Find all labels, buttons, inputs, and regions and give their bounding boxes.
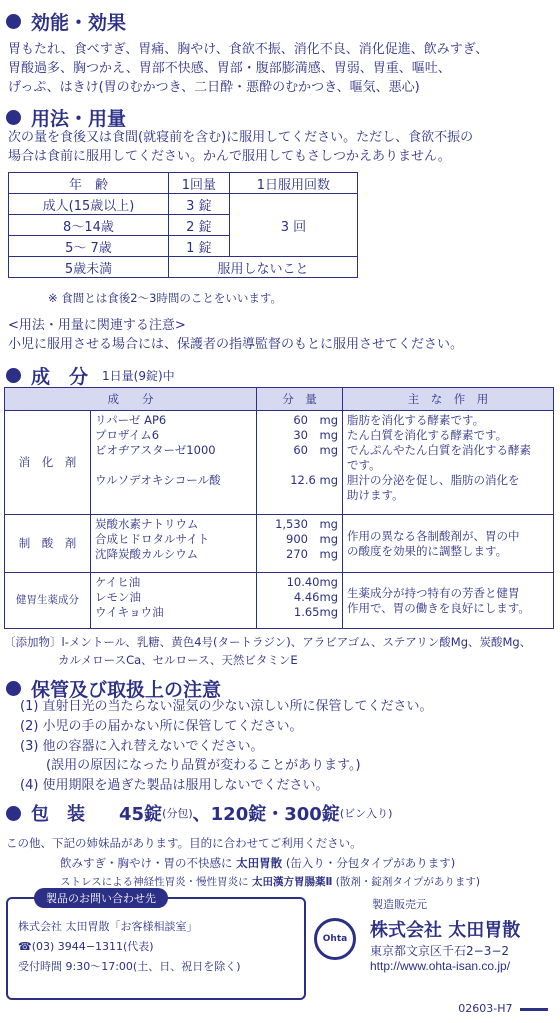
storage-item: (3) 他の容器に入れ替えないでください。 (20, 739, 264, 754)
additives-label: 〔添加物〕 (4, 635, 62, 649)
ingredient-name: ウルソデオキシコール酸 (95, 473, 221, 487)
storage-item: (1) 直射日光の当たらない湿気の少ない涼しい所に保管してください。 (20, 699, 433, 714)
sister-product-desc: 飲みすぎ・胸やけ・胃の不快感に (60, 856, 233, 870)
maker-label: 製造販売元 (372, 898, 427, 911)
ingredient-name: プロザイム6 (95, 428, 160, 442)
action-line: 生薬成分が持つ特有の芳香と健胃 (347, 585, 520, 600)
package-b: 、120錠・300錠 (192, 804, 340, 825)
dose-cell: 1 錠 (168, 236, 229, 257)
bullet-icon (6, 806, 21, 821)
action-cell (343, 515, 554, 573)
ingredient-qtys (257, 573, 343, 629)
action-cell (343, 411, 554, 515)
efficacy-line: 胃酸過多、胸つかえ、胃部不快感、胃部・腹部膨満感、胃弱、胃重、嘔吐、 (8, 61, 451, 76)
ingredient-name: 合成ヒドロタルサイト (95, 532, 210, 546)
storage-title: 保管及び取扱上の注意 (6, 675, 221, 702)
action-line: の酸度を効果的に調整します。 (347, 543, 508, 558)
efficacy-line: 胃もたれ、食べすぎ、胃痛、胸やけ、食欲不振、消化不良、消化促進、飲みすぎ、 (8, 42, 489, 57)
bullet-icon (6, 14, 21, 29)
age-cell: 5歳未満 (9, 257, 169, 278)
ingredient-qty: 12.6 mg (290, 473, 338, 487)
ingredient-name: ケイヒ油 (95, 575, 141, 589)
bullet-icon (6, 681, 21, 696)
sister-product-name: 太田胃散 (236, 856, 283, 870)
age-cell: 8〜14歳 (9, 215, 169, 236)
ingredients-title: 成 分 1日量(9錠)中 (6, 362, 175, 389)
ingredient-qtys (257, 411, 343, 515)
ingredient-qty: 10.40mg (286, 575, 338, 589)
storage-item: (4) 使用期限を過ぎた製品は服用しないでください。 (20, 778, 329, 793)
sister-product-type: (散剤・錠剤タイプがあります) (335, 876, 480, 888)
maker-address: 東京都文京区千石2−3−2 (370, 944, 510, 958)
package-b-note: (ビン入り) (339, 807, 393, 820)
action-line: 作用の異なる各制酸剤が、胃の中 (347, 528, 520, 543)
ingredient-qty: 900 mg (286, 532, 338, 546)
ingredient-names (91, 411, 257, 515)
action-cell (343, 573, 554, 629)
dose-cell: 2 錠 (168, 215, 229, 236)
sister-product (60, 854, 455, 873)
table-header: 主 な 作 用 (343, 388, 554, 411)
additives-text: l-メントール、乳糖、黄色4号(タートラジン)、アラビアゴム、ステアリン酸Mg、炭酸Mg、 (61, 635, 532, 649)
ingredient-name: リパーゼ AP6 (95, 413, 167, 427)
storage-item: (2) 小児の手の届かない所に保管してください。 (20, 719, 303, 734)
action-line: です。 (347, 458, 381, 472)
document-code: 02603-H7 (458, 1002, 548, 1015)
action-line: 胆汁の分泌を促し、脂肪の消化を (347, 473, 520, 487)
category-cell: 制 酸 剤 (5, 515, 91, 573)
ingredient-qtys (257, 515, 343, 573)
table-header: 1日服用回数 (229, 173, 357, 194)
ingredient-qty: 60 mg (293, 443, 338, 457)
efficacy-line: げっぷ、はきけ(胃のむかつき、二日酔・悪酔のむかつき、嘔気、悪心) (8, 80, 420, 95)
usage-caution-title: <用法・用量に関連する注意> (8, 318, 186, 333)
dose-cell: 3 錠 (168, 194, 229, 215)
contact-phone: ☎(03) 3944−1311(代表) (18, 940, 154, 953)
table-header: 分 量 (257, 388, 343, 411)
contact-box (6, 888, 306, 1001)
package-label: 包 装 (31, 804, 85, 825)
ingredients-table (4, 387, 554, 629)
contact-header: 製品のお問い合わせ先 (34, 888, 168, 908)
action-line: 助けます。 (347, 488, 404, 502)
ingredient-qty: 30 mg (293, 428, 338, 442)
maker-url[interactable]: http://www.ohta-isan.co.jp/ (370, 959, 511, 973)
age-cell: 成人(15歳以上) (9, 194, 169, 215)
package-a-note: (分包) (162, 807, 193, 820)
ingredient-qty: 270 mg (286, 547, 338, 561)
maker-name: 株式会社 太田胃散 (370, 920, 521, 941)
contact-hours: 受付時間 9:30〜17:00(土、日、祝日を除く) (18, 960, 241, 973)
usage-title: 用法・用量 (6, 104, 126, 131)
usage-line: 場合は食前に服用してください。かんで服用してもさしつかえありません。 (8, 149, 451, 164)
additives-line (4, 633, 531, 652)
table-header: 成 分 (5, 388, 257, 411)
action-line: 作用で、胃の働きを良好にします。 (347, 600, 530, 615)
sister-products-note: この他、下記の姉妹品があります。目的に合わせてご利用ください。 (6, 836, 362, 850)
category-cell: 健胃生薬成分 (5, 573, 91, 629)
usage-caution: 小児に服用させる場合には、保護者の指導監督のもとに服用させてください。 (8, 337, 464, 352)
ingredient-name: ビオヂアスターゼ1000 (95, 443, 216, 457)
table-header: 1回量 (168, 173, 229, 194)
code-bar (520, 1008, 548, 1011)
action-line: たん白質を消化する酵素です。 (347, 428, 508, 442)
sister-product-desc: ストレスによる神経性胃炎・慢性胃炎に (60, 876, 249, 888)
additives-line: カルメロースCa、セルロース、天然ビタミンE (58, 653, 298, 667)
table-header: 年 齢 (9, 173, 169, 194)
category-cell: 消 化 剤 (5, 411, 91, 515)
ingredient-names (91, 573, 257, 629)
age-cell: 5〜 7歳 (9, 236, 169, 257)
usage-footnote: ※ 食間とは食後2〜3時間のことをいいます。 (48, 291, 283, 305)
storage-item: (誤用の原因になったり品質が変わることがあります。) (20, 758, 361, 773)
times-cell: 3 回 (229, 194, 357, 257)
ingredient-name: ウイキョウ油 (95, 605, 164, 619)
ohta-logo-icon: Ohta (314, 918, 356, 960)
package-title (6, 800, 392, 826)
ingredient-qty: 1,530 mg (275, 517, 338, 531)
bullet-icon (6, 368, 21, 383)
dosage-table (8, 172, 358, 278)
ingredient-qty: 1.65mg (293, 605, 338, 619)
package-a: 45錠 (119, 804, 163, 825)
bullet-icon (6, 110, 21, 125)
ingredient-names (91, 515, 257, 573)
usage-line: 次の量を食後又は食間(就寝前を含む)に服用してください。ただし、食欲不振の (8, 130, 474, 145)
ingredient-qty: 4.46mg (293, 590, 338, 604)
ingredient-name: 沈降炭酸カルシウム (95, 547, 199, 561)
contact-company: 株式会社 太田胃散「お客様相談室」 (18, 920, 198, 933)
daily-amount: 1日量(9錠)中 (102, 369, 175, 383)
sister-product-name: 太田漢方胃腸薬Ⅱ (252, 876, 333, 888)
ingredient-name: 炭酸水素ナトリウム (95, 517, 199, 531)
action-line: 脂肪を消化する酵素です。 (347, 413, 485, 427)
ingredient-qty: 60 mg (293, 413, 338, 427)
action-line: でんぷんやたん白質を消化する酵素 (347, 443, 531, 457)
not-allowed-cell: 服用しないこと (168, 257, 357, 278)
efficacy-title: 効能・効果 (6, 8, 126, 35)
ingredient-name: レモン油 (95, 590, 141, 604)
sister-product-type: (缶入り・分包タイプがあります) (285, 856, 456, 870)
